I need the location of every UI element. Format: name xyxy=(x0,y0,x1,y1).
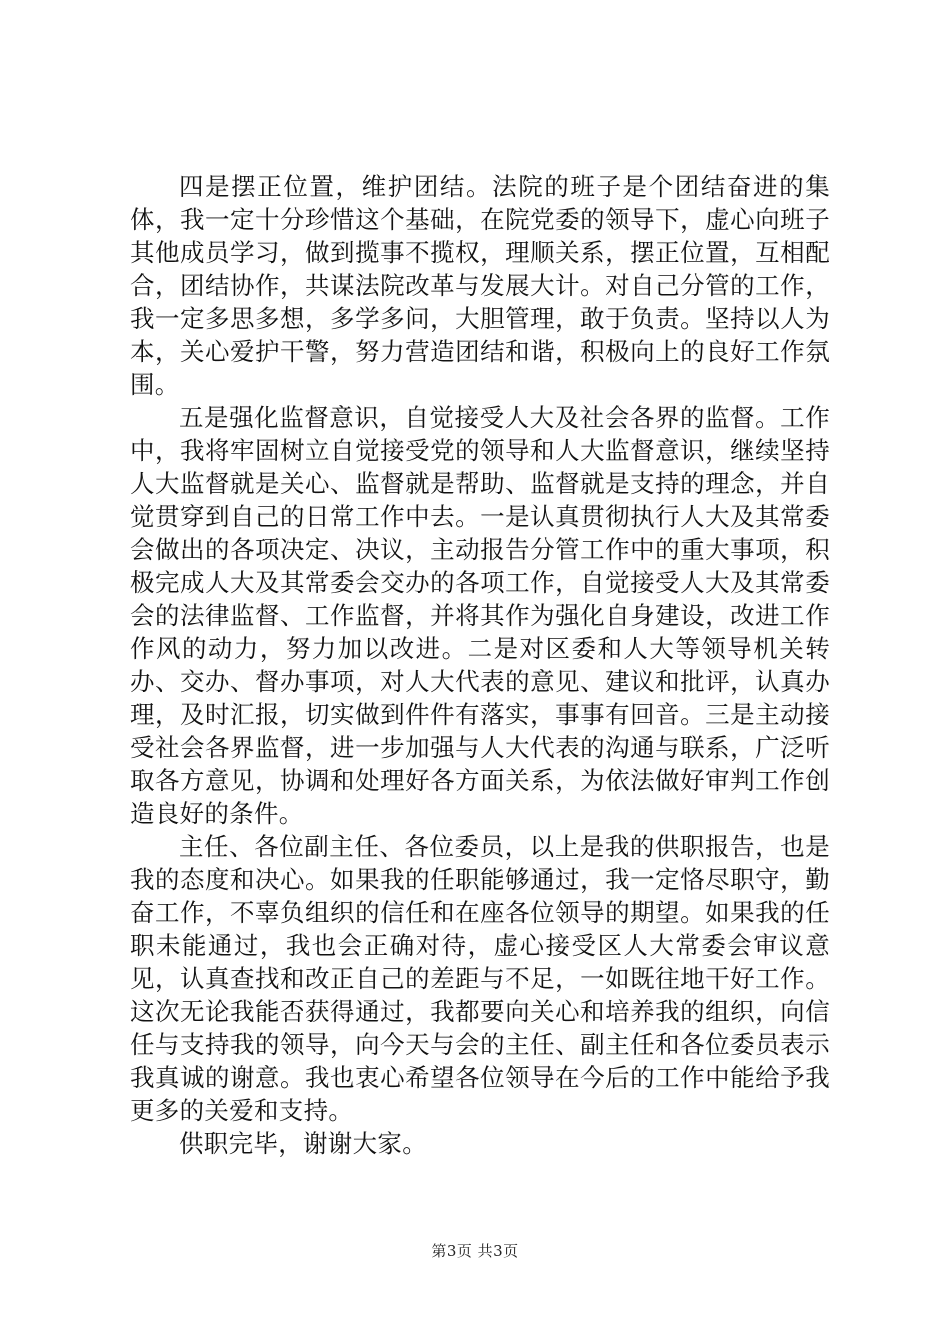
document-body xyxy=(130,170,830,1160)
page-number-footer: 第3页 共3页 xyxy=(431,1242,519,1260)
paragraph-thanks: 供职完毕，谢谢大家。 xyxy=(179,1129,427,1158)
paragraph-unity: 四是摆正位置，维护团结。法院的班子是个团结奋进的集体，我一定十分珍惜这个基础，在院党委的领导下，虚心向班子其他成员学习，做到揽事不揽权，理顺关系，摆正位置，互相配合，团结协作，共谋法院改革与发展大计。对自己分管的工作，我一定多思多想，多学多问，大胆管理，敢于负责。坚持以人为本，关心爱护干警，努力营造团结和谐，积极向上的良好工作氛围。 xyxy=(130,172,830,399)
paragraph-supervision: 五是强化监督意识，自觉接受人大及社会各界的监督。工作中，我将牢固树立自觉接受党的领导和人大监督意识，继续坚持人大监督就是关心、监督就是帮助、监督就是支持的理念，并自觉贯穿到自己的日常工作中去。一是认真贯彻执行人大及其常委会做出的各项决定、决议，主动报告分管工作中的重大事项，积极完成人大及其常委会交办的各项工作，自觉接受人大及其常委会的法律监督、工作监督，并将其作为强化自身建设，改进工作作风的动力，努力加以改进。二是对区委和人大等领导机关转办、交办、督办事项，对人大代表的意见、建议和批评，认真办理，及时汇报，切实做到件件有落实，事事有回音。三是主动接受社会各界监督，进一步加强与人大代表的沟通与联系，广泛听取各方意见，协调和处理好各方面关系，为依法做好审判工作创造良好的条件。 xyxy=(130,403,830,828)
paragraph-closing-statement: 主任、各位副主任、各位委员，以上是我的供职报告，也是我的态度和决心。如果我的任职能够通过，我一定恪尽职守，勤奋工作，不辜负组织的信任和在座各位领导的期望。如果我的任职未能通过，我也会正确对待，虚心接受区人大常委会审议意见，认真查找和改正自己的差距与不足，一如既往地干好工作。这次无论我能否获得通过，我都要向关心和培养我的组织，向信任与支持我的领导，向今天与会的主任、副主任和各位委员表示我真诚的谢意。我也衷心希望各位领导在今后的工作中能给予我更多的关爱和支持。 xyxy=(130,832,830,1125)
